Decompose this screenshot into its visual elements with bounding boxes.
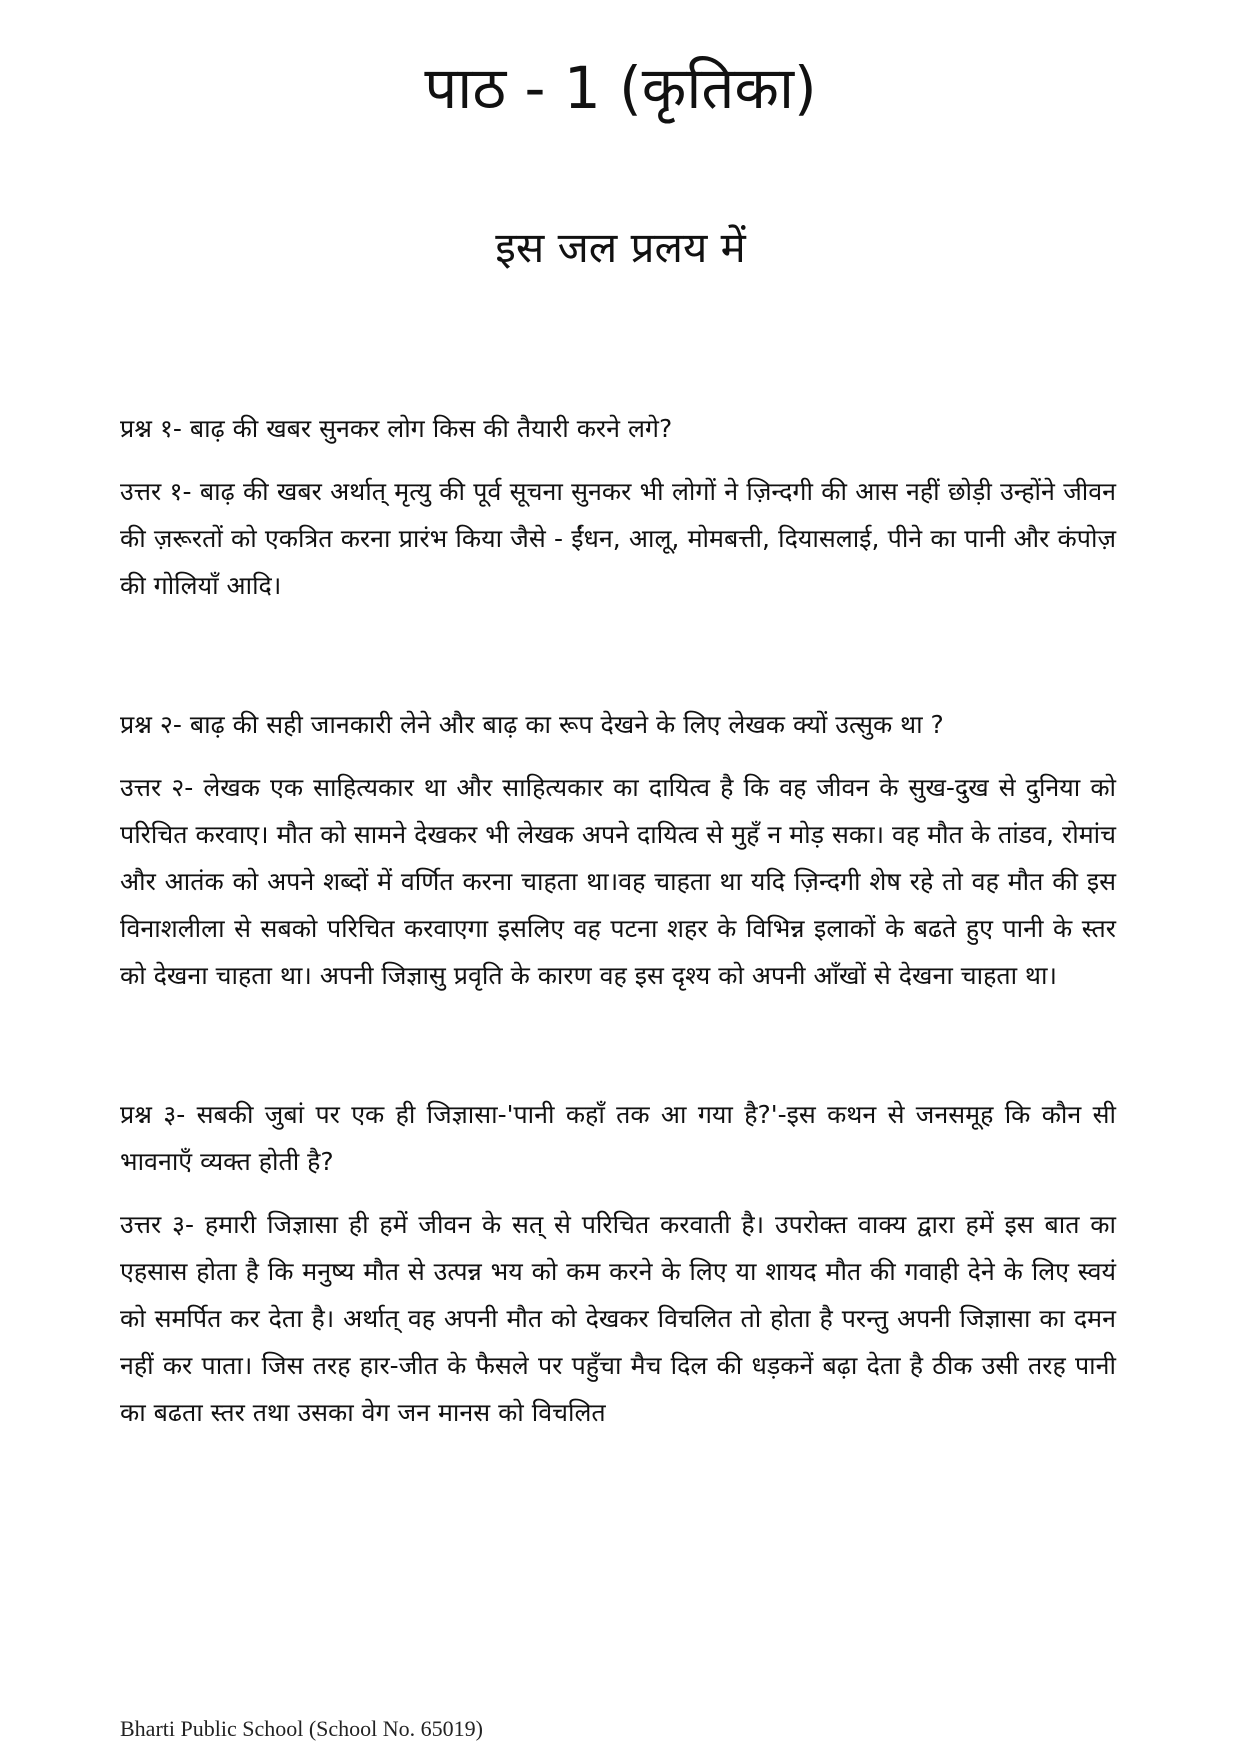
page-footer: Bharti Public School (School No. 65019) [120,1716,483,1741]
qa-item-2 [120,701,1116,999]
answer-1: उत्तर १- बाढ़ की खबर अर्थात् मृत्यु की पूर्व सूचना सुनकर भी लोगों ने ज़िन्दगी की आस नहीं छोड़ी उन्होंने जीवन की ज़रूरतों को एकत्रित करना प्रारंभ किया जैसे - ईंधन, आलू, मोमबत्ती, दियासलाई, पीने का पानी और कंपोज़ की गोलियाँ आदि। [120,477,1116,600]
chapter-title: इस जल प्रलय में [495,223,746,272]
question-3: प्रश्न ३- सबकी जुबां पर एक ही जिज्ञासा-'पानी कहाँ तक आ गया है?'-इस कथन से जनसमूह कि कौन सी भावनाएँ व्यक्त होती है? [120,1100,1116,1176]
qa-section [120,405,1116,1528]
answer-2: उत्तर २- लेखक एक साहित्यकार था और साहित्यकार का दायित्व है कि वह जीवन के सुख-दुख से दुनिया को परिचित करवाए। मौत को सामने देखकर भी लेखक अपने दायित्व से मुहँ न मोड़ सका। वह मौत के तांडव, रोमांच और आतंक को अपने शब्दों में वर्णित करना चाहता था।वह चाहता था यदि ज़िन्दगी शेष रहे तो वह मौत की इस विनाशलीला से सबको परिचित करवाएगा इसलिए वह पटना शहर के विभिन्न इलाकों के बढते हुए पानी के स्तर को देखना चाहता था। अपनी जिज्ञासु प्रवृति के कारण वह इस दृश्य को अपनी आँखों से देखना चाहता था। [120,773,1116,990]
lesson-title: पाठ - 1 (कृतिका) [424,54,817,122]
question-1: प्रश्न १- बाढ़ की खबर सुनकर लोग किस की तैयारी करने लगे? [120,414,673,443]
qa-item-3 [120,1091,1116,1436]
answer-3: उत्तर ३- हमारी जिज्ञासा ही हमें जीवन के सत् से परिचित करवाती है। उपरोक्त वाक्य द्वारा हमें इस बात का एहसास होता है कि मनुष्य मौत से उत्पन्न भय को कम करने के लिए या शायद मौत की गवाही देने के लिए स्वयं को समर्पित कर देता है। अर्थात् वह अपनी मौत को देखकर विचलित तो होता है परन्तु अपनी जिज्ञासा का दमन नहीं कर पाता। जिस तरह हार-जीत के फैसले पर पहुँचा मैच दिल की धड़कनें बढ़ा देता है ठीक उसी तरह पानी का बढता स्तर तथा उसका वेग जन मानस को विचलित [120,1210,1116,1427]
qa-item-1 [120,405,1116,609]
question-2: प्रश्न २- बाढ़ की सही जानकारी लेने और बाढ़ का रूप देखने के लिए लेखक क्यों उत्सुक था ? [120,710,944,739]
